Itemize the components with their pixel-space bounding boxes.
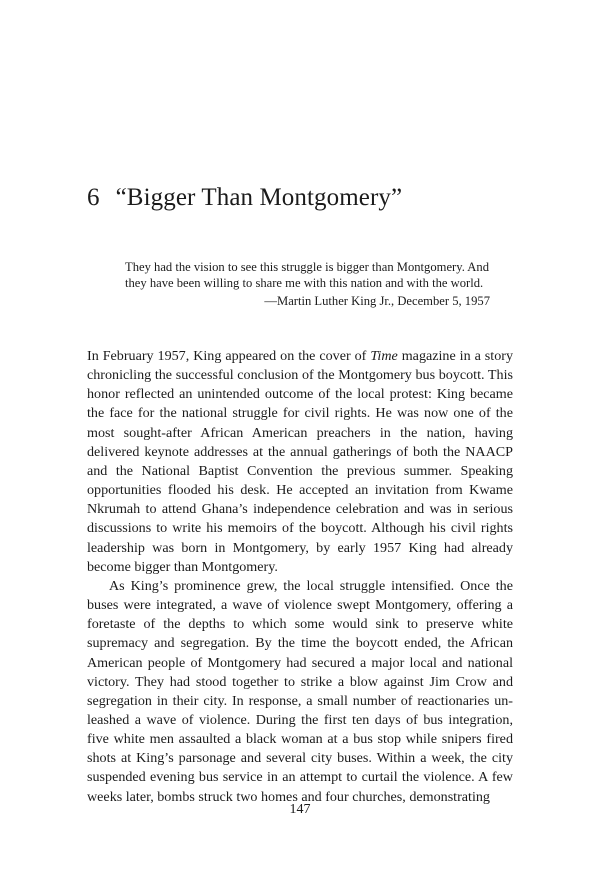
chapter-number: 6 [87, 184, 100, 211]
chapter-title [87, 184, 402, 212]
page-number: 147 [289, 802, 311, 817]
epigraph-attribution: —Martin Luther King Jr., December 5, 1957 [264, 294, 490, 308]
paragraph-1-rest: magazine in a story chronicling the successful conclusion of the Montgomery bus boycott. This honor reflected an unintended outcome of the local protest: King became the face for the national struggle for civil rights. He was now one of the most sought-after African American preachers in the nation, having delivered keynote addresses at the annual gatherings of both the NAACP and the National Baptist Convention the previous summer. Speaking opportunities flooded his desk. He accepted an invitation from Kwame Nkrumah to attend Ghana’s independence celebration and was in serious discussions to write his memoirs of the boycott. Although his civil rights leadership was born in Montgomery, by early 1957 King had already become bigger than Montgomery. [87, 348, 513, 575]
paragraph-2: As King’s prominence grew, the local struggle intensified. Once the buses were integrated, a wave of violence swept Montgomery, offering a foretaste of the depths to which some would sink to preserve white supremacy and segregation. By the time the boycott ended, the African American people of Montgomery had secured a major local and national victory. They had stood together to strike a blow against Jim Crow and segregation in their city. In response, a small number of reactionaries unleashed a wave of violence. During the first ten days of bus integration, five white men assaulted a black woman at a bus stop while snipers fired shots at King’s parsonage and several city buses. Within a week, the city suspended evening bus service in an attempt to curtail the violence. A few weeks later, bombs struck two homes and four churches, demonstrating [87, 577, 513, 805]
magazine-title: Time [370, 348, 398, 364]
paragraph-1-start: In February 1957, King appeared on the cover of [87, 348, 371, 364]
epigraph-quote: They had the vision to see this struggle is bigger than Montgomery. And they have been willing to share me with this nation and with the world. [125, 260, 490, 290]
epigraph [125, 260, 493, 310]
body-text [87, 347, 513, 807]
chapter-title-text: “Bigger Than Montgomery” [115, 184, 403, 211]
paragraph-1 [87, 347, 513, 577]
